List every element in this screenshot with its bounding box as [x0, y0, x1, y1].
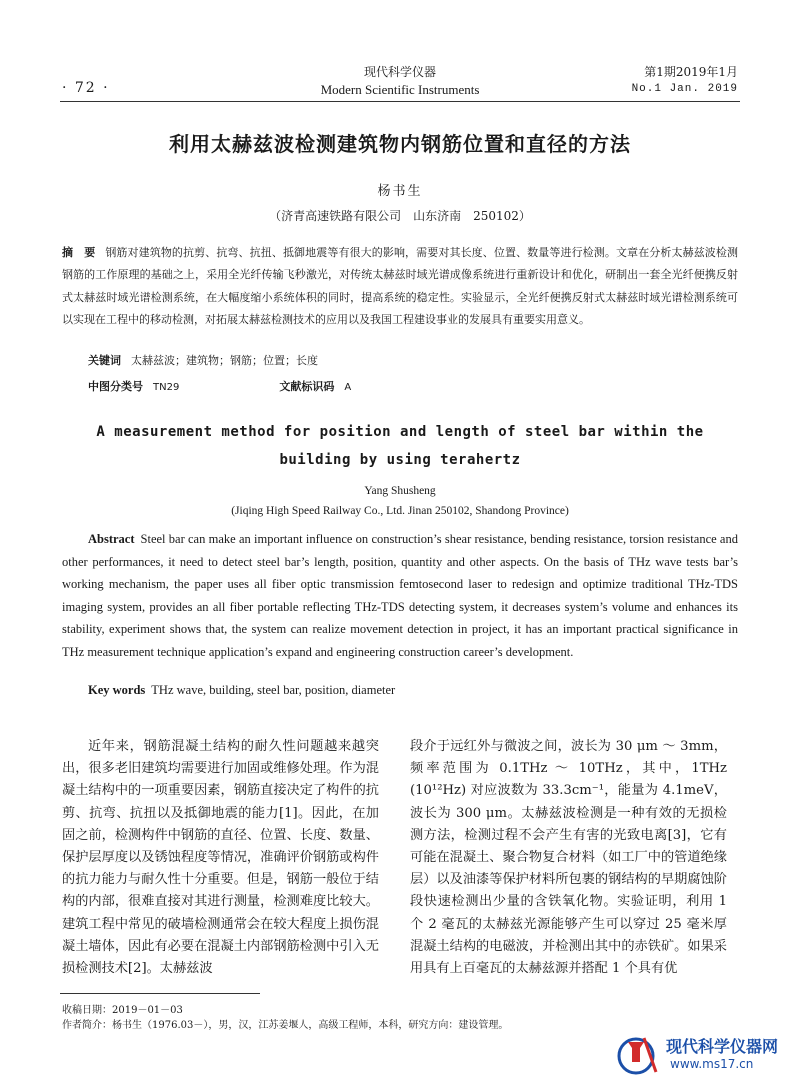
footnote-author-bio: 作者简介：杨书生（1976.03－），男，汉，江苏姜堰人，高级工程师，本科，研究方向：建设管理。: [62, 1020, 509, 1031]
author-en: Yang Shusheng: [364, 485, 436, 497]
abstract-en: [62, 528, 738, 663]
issue-en: No.1 Jan. 2019: [631, 83, 738, 95]
journal-name-en: Modern Scientific Instruments: [320, 82, 480, 97]
clc-value: TN29: [153, 382, 180, 393]
page-number: · 72 ·: [62, 80, 110, 96]
issue-cn: 第1期2019年1月: [644, 65, 738, 79]
author-cn: 杨书生: [377, 184, 423, 199]
doc-code-label: 文献标识码: [279, 380, 335, 393]
flask-logo-icon: [614, 1032, 662, 1076]
footnote-rule: [60, 993, 260, 994]
keywords-en: [88, 683, 395, 698]
footnote-received: 收稿日期：2019－01－03: [62, 1005, 183, 1016]
doc-code-value: A: [344, 382, 352, 393]
abstract-cn-label: 摘 要: [62, 246, 96, 259]
keywords-cn-text: 太赫兹波；建筑物；钢筋；位置；长度: [131, 354, 318, 367]
body-column-right: 段介于远红外与微波之间，波长为 30 μm ～ 3mm，频率范围为 0.1THz ～ 10THz，其中，1THz (10¹²Hz) 对应波数为 33.3cm⁻¹，能量为 4.1meV，波长为 300 μm。太赫兹波检测是一种有效的无损检测方法，检测过程不会产生有害的光致电离[3]，它有可能在混凝土、聚合物复合材料（如工厂中的管道绝缘层）以及油漆等保护材料所包裹的钢结构的早期腐蚀阶段快速检测出少量的含铁氧化物。实验证明，利用 1 个 2 毫瓦的太赫兹光源能够产生可以穿过 25 毫米厚混凝土结构的电磁波，并检测出其中的赤铁矿。如果采用具有上百毫瓦的太赫兹源并搭配 1 个具有优: [410, 739, 727, 977]
abstract-cn-text: 钢筋对建筑物的抗剪、抗弯、抗扭、抵御地震等有很大的影响，需要对其长度、位置、数量等进行检测。文章在分析太赫兹波检测钢筋的工作原理的基础之上，采用全光纤传输飞秒激光，对传统太赫兹时域光谱成像系统进行重新设计和优化，研制出一套全光纤便携反射式太赫兹时域光谱检测系统，在大幅度缩小系统体积的同时，提高系统的稳定性。实验显示，全光纤便携反射式太赫兹时域光谱检测系统可以实现在工程中的移动检测，对拓展太赫兹检测技术的应用以及我国工程建设事业的发展具有重要实用意义。: [62, 246, 739, 326]
watermark-logo: [610, 1030, 790, 1078]
affiliation-en: (Jiqing High Speed Railway Co., Ltd. Jinan 250102, Shandong Province): [231, 505, 569, 517]
keywords-cn: [88, 352, 318, 368]
keywords-cn-label: 关键词: [88, 354, 121, 367]
body-column-left: 近年来，钢筋混凝土结构的耐久性问题越来越突出，很多老旧建筑均需要进行加固或维修处理。作为混凝土结构中的一项重要因素，钢筋直接决定了构件的抗剪、抗弯、抗扭以及抵御地震的能力[1]。因此，在加固之前，检测构件中钢筋的直径、位置、长度、数量、保护层厚度以及锈蚀程度等情况，准确评价钢筋或构件的抗力能力与耐久性十分重要。但是，钢筋一般位于结构的内部，很难直接对其进行测量，检测难度比较大。建筑工程中常见的破墙检测通常会在较大程度上损伤混凝土墙体，因此有必要在混凝土内部钢筋检测中引入无损检测技术[2]。太赫兹波: [62, 739, 379, 977]
paper-title-cn: 利用太赫兹波检测建筑物内钢筋位置和直径的方法: [169, 132, 631, 156]
abstract-en-text: Steel bar can make an important influence on construction’s shear resistance, bending resistance, torsion resistance and other performances, it need to detect steel bar’s length, position, quantity and other aspects. On the basis of THz wave tests bar’s working mechanism, the paper uses all fiber optic transmission femtosecond laser to redesign and optimize traditional THz-TDS imaging system, provides an all fiber portable reflecting THz-TDS detecting system, it decreases system’s volume and enhances its stability, experiment shows that, the system can realize movement detection in project, it has an important practical significance in THz measurement technique application’s expand and engineering construction career’s development.: [62, 532, 738, 659]
watermark-url: www.ms17.cn: [670, 1057, 754, 1071]
watermark-site-name: 现代科学仪器网: [666, 1037, 779, 1056]
issue-info: [632, 64, 738, 98]
keywords-en-text: THz wave, building, steel bar, position, diameter: [151, 683, 396, 697]
classification: [88, 378, 451, 394]
abstract-en-label: Abstract: [88, 532, 135, 546]
paper-title-en: A measurement method for position and length of steel bar within the building by using terahertz: [96, 424, 704, 468]
abstract-cn: [62, 242, 738, 331]
keywords-en-label: Key words: [88, 683, 146, 697]
header-rule: [60, 101, 740, 102]
affiliation-cn: （济青高速铁路有限公司 山东济南 250102）: [269, 209, 531, 223]
clc-label: 中图分类号: [88, 380, 143, 393]
journal-name-cn: 现代科学仪器: [363, 65, 436, 79]
